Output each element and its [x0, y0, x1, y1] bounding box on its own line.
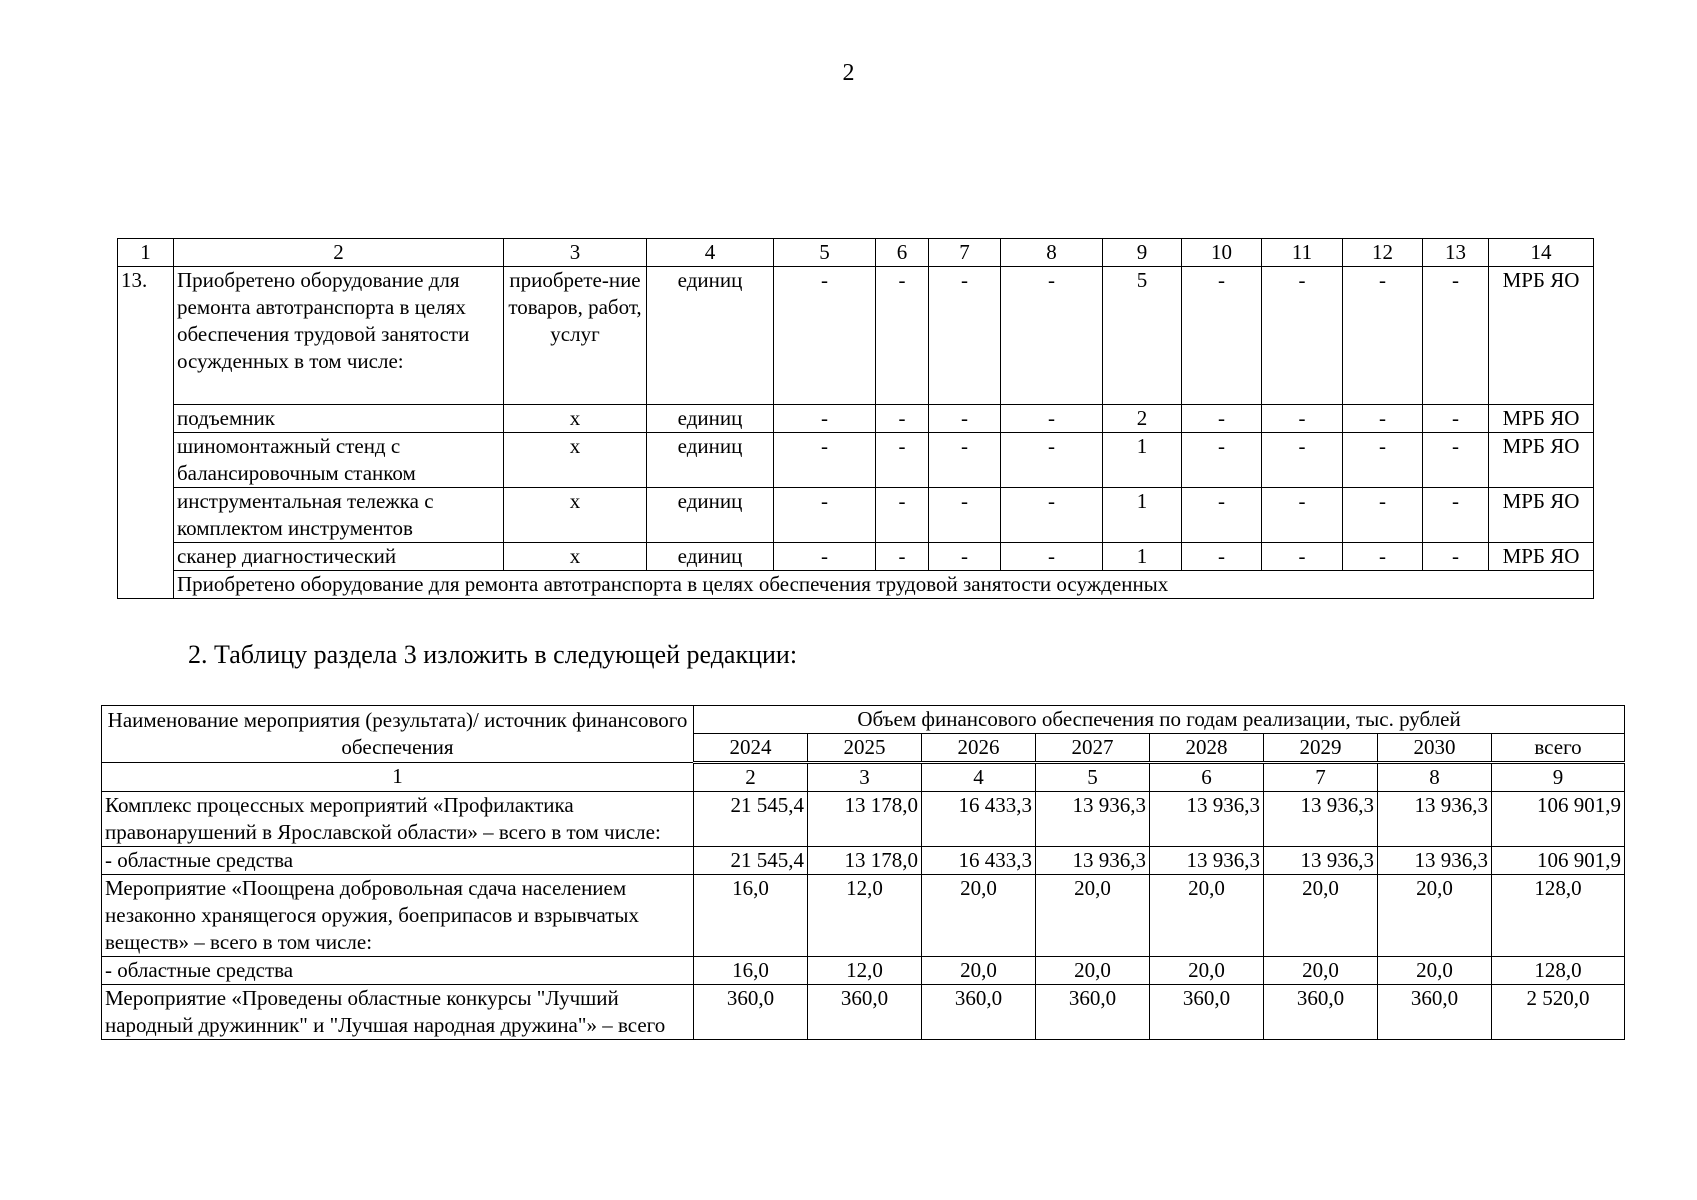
- table-row: [118, 405, 1594, 433]
- col-number: 4: [647, 239, 774, 267]
- item-name: подъемник: [174, 405, 504, 433]
- value-cell: -: [1262, 488, 1343, 543]
- table-row: [118, 433, 1594, 488]
- value-cell: -: [774, 405, 876, 433]
- value-cell: -: [929, 405, 1001, 433]
- value-cell: 2: [1103, 405, 1182, 433]
- value-cell: -: [1262, 405, 1343, 433]
- value-cell: -: [876, 433, 929, 488]
- value-cell: -: [1423, 267, 1489, 405]
- amount-cell: 16,0: [694, 875, 808, 957]
- amount-cell: 20,0: [922, 957, 1036, 985]
- table-row: [102, 847, 1625, 875]
- table1-col-numbers: [118, 239, 1594, 267]
- result-name: Приобретено оборудование для ремонта автотранспорта в целях обеспечения трудовой занятости осужденных в том числе:: [174, 267, 504, 405]
- amount-cell: 12,0: [808, 957, 922, 985]
- value-cell: -: [1343, 433, 1423, 488]
- col-number: 7: [929, 239, 1001, 267]
- amount-cell: 360,0: [1378, 985, 1492, 1040]
- col-number: 2: [174, 239, 504, 267]
- item-name: инструментальная тележка с комплектом инструментов: [174, 488, 504, 543]
- year-header: 2028: [1150, 734, 1264, 763]
- amount-cell: 128,0: [1492, 875, 1625, 957]
- table-row: [102, 875, 1625, 957]
- amount-cell: 13 936,3: [1036, 792, 1150, 847]
- table-row: [102, 957, 1625, 985]
- col-number: 4: [922, 763, 1036, 792]
- source-cell: МРБ ЯО: [1489, 433, 1594, 488]
- unit: единиц: [647, 405, 774, 433]
- value-cell: -: [1182, 405, 1262, 433]
- measure-name: Комплекс процессных мероприятий «Профилактика правонарушений в Ярославской области» – всего в том числе:: [102, 792, 694, 847]
- value-cell: -: [929, 543, 1001, 571]
- item-name: шиномонтажный стенд с балансировочным станком: [174, 433, 504, 488]
- value-cell: -: [774, 433, 876, 488]
- amount-cell: 13 936,3: [1378, 792, 1492, 847]
- equipment-table: [117, 238, 1594, 599]
- year-header: 2030: [1378, 734, 1492, 763]
- amount-cell: 16 433,3: [922, 847, 1036, 875]
- value-cell: -: [1182, 433, 1262, 488]
- header-volume: Объем финансового обеспечения по годам реализации, тыс. рублей: [694, 706, 1625, 734]
- value-cell: -: [1262, 543, 1343, 571]
- value-cell: 1: [1103, 433, 1182, 488]
- measure-name: - областные средства: [102, 847, 694, 875]
- measure-name: - областные средства: [102, 957, 694, 985]
- value-cell: -: [1182, 543, 1262, 571]
- year-header: всего: [1492, 734, 1625, 763]
- value-cell: -: [1001, 488, 1103, 543]
- amount-cell: 20,0: [1264, 957, 1378, 985]
- value-cell: -: [876, 488, 929, 543]
- amount-cell: 13 936,3: [1378, 847, 1492, 875]
- amount-cell: 20,0: [1264, 875, 1378, 957]
- col-number: 10: [1182, 239, 1262, 267]
- unit: единиц: [647, 433, 774, 488]
- item-type: х: [504, 543, 647, 571]
- financing-table: [101, 705, 1625, 1040]
- value-cell: -: [774, 267, 876, 405]
- col-number: 13: [1423, 239, 1489, 267]
- source-cell: МРБ ЯО: [1489, 405, 1594, 433]
- value-cell: -: [1423, 488, 1489, 543]
- amount-cell: 13 178,0: [808, 847, 922, 875]
- year-header: 2024: [694, 734, 808, 763]
- table2-header: [102, 706, 1625, 734]
- value-cell: -: [876, 267, 929, 405]
- value-cell: -: [929, 433, 1001, 488]
- item-type: х: [504, 488, 647, 543]
- amount-cell: 13 936,3: [1150, 792, 1264, 847]
- table-row: [102, 985, 1625, 1040]
- header-name: Наименование мероприятия (результата)/ источник финансового обеспечения: [102, 706, 694, 763]
- row-number: 13.: [118, 267, 174, 599]
- amount-cell: 360,0: [1264, 985, 1378, 1040]
- result-type: приобрете-ние товаров, работ, услуг: [504, 267, 647, 405]
- item-type: х: [504, 433, 647, 488]
- amount-cell: 16,0: [694, 957, 808, 985]
- col-number: 7: [1264, 763, 1378, 792]
- value-cell: -: [1182, 267, 1262, 405]
- value-cell: 1: [1103, 488, 1182, 543]
- col-number: 9: [1103, 239, 1182, 267]
- year-header: 2029: [1264, 734, 1378, 763]
- value-cell: -: [774, 488, 876, 543]
- amount-cell: 13 936,3: [1150, 847, 1264, 875]
- value-cell: -: [929, 488, 1001, 543]
- year-header: 2025: [808, 734, 922, 763]
- col-number: 12: [1343, 239, 1423, 267]
- amount-cell: 13 936,3: [1264, 792, 1378, 847]
- amount-cell: 360,0: [922, 985, 1036, 1040]
- col-number: 2: [694, 763, 808, 792]
- value-cell: 5: [1103, 267, 1182, 405]
- amount-cell: 21 545,4: [694, 792, 808, 847]
- value-cell: -: [1423, 405, 1489, 433]
- col-number: 5: [1036, 763, 1150, 792]
- summary-row: Приобретено оборудование для ремонта автотранспорта в целях обеспечения трудовой занятости осужденных: [174, 571, 1594, 599]
- year-header: 2027: [1036, 734, 1150, 763]
- amount-cell: 2 520,0: [1492, 985, 1625, 1040]
- col-number: 3: [504, 239, 647, 267]
- amount-cell: 20,0: [1378, 957, 1492, 985]
- amount-cell: 360,0: [1036, 985, 1150, 1040]
- amount-cell: 20,0: [1150, 875, 1264, 957]
- amount-cell: 360,0: [1150, 985, 1264, 1040]
- col-number: 8: [1001, 239, 1103, 267]
- amount-cell: 20,0: [1036, 957, 1150, 985]
- col-number: 11: [1262, 239, 1343, 267]
- value-cell: -: [1343, 488, 1423, 543]
- value-cell: 1: [1103, 543, 1182, 571]
- value-cell: -: [1343, 543, 1423, 571]
- source-cell: МРБ ЯО: [1489, 267, 1594, 405]
- col-number: 1: [118, 239, 174, 267]
- measure-name: Мероприятие «Поощрена добровольная сдача населением незаконно хранящегося оружия, боеприпасов и взрывчатых веществ» – всего в том числе:: [102, 875, 694, 957]
- amount-cell: 20,0: [1036, 875, 1150, 957]
- value-cell: -: [1001, 405, 1103, 433]
- value-cell: -: [929, 267, 1001, 405]
- col-number: 6: [1150, 763, 1264, 792]
- amount-cell: 20,0: [1150, 957, 1264, 985]
- measure-name: Мероприятие «Проведены областные конкурсы "Лучший народный дружинник" и "Лучшая народная дружина"» – всего: [102, 985, 694, 1040]
- amount-cell: 13 178,0: [808, 792, 922, 847]
- table-row: [118, 571, 1594, 599]
- table-row: [118, 488, 1594, 543]
- col-number: 3: [808, 763, 922, 792]
- value-cell: -: [1423, 433, 1489, 488]
- item-name: сканер диагностический: [174, 543, 504, 571]
- amount-cell: 20,0: [922, 875, 1036, 957]
- page-number: 2: [842, 60, 855, 86]
- amount-cell: 13 936,3: [1264, 847, 1378, 875]
- unit: единиц: [647, 267, 774, 405]
- value-cell: -: [1343, 267, 1423, 405]
- amount-cell: 106 901,9: [1492, 847, 1625, 875]
- value-cell: -: [1262, 433, 1343, 488]
- amount-cell: 21 545,4: [694, 847, 808, 875]
- unit: единиц: [647, 543, 774, 571]
- value-cell: -: [1262, 267, 1343, 405]
- value-cell: -: [876, 543, 929, 571]
- col-number: 9: [1492, 763, 1625, 792]
- amount-cell: 16 433,3: [922, 792, 1036, 847]
- value-cell: -: [1001, 267, 1103, 405]
- value-cell: -: [1001, 433, 1103, 488]
- unit: единиц: [647, 488, 774, 543]
- section-instruction: 2. Таблицу раздела 3 изложить в следующей редакции:: [188, 640, 798, 669]
- table-row: [102, 792, 1625, 847]
- source-cell: МРБ ЯО: [1489, 543, 1594, 571]
- item-type: х: [504, 405, 647, 433]
- col-number: 8: [1378, 763, 1492, 792]
- amount-cell: 106 901,9: [1492, 792, 1625, 847]
- value-cell: -: [1343, 405, 1423, 433]
- amount-cell: 12,0: [808, 875, 922, 957]
- table2-col-numbers: [102, 763, 1625, 792]
- table-row: [118, 543, 1594, 571]
- amount-cell: 20,0: [1378, 875, 1492, 957]
- col-number: 5: [774, 239, 876, 267]
- col-number: 1: [102, 763, 694, 792]
- value-cell: -: [1423, 543, 1489, 571]
- year-header: 2026: [922, 734, 1036, 763]
- amount-cell: 128,0: [1492, 957, 1625, 985]
- value-cell: -: [1182, 488, 1262, 543]
- col-number: 6: [876, 239, 929, 267]
- amount-cell: 13 936,3: [1036, 847, 1150, 875]
- col-number: 14: [1489, 239, 1594, 267]
- table-row: [118, 267, 1594, 405]
- value-cell: -: [774, 543, 876, 571]
- source-cell: МРБ ЯО: [1489, 488, 1594, 543]
- value-cell: -: [1001, 543, 1103, 571]
- value-cell: -: [876, 405, 929, 433]
- amount-cell: 360,0: [694, 985, 808, 1040]
- amount-cell: 360,0: [808, 985, 922, 1040]
